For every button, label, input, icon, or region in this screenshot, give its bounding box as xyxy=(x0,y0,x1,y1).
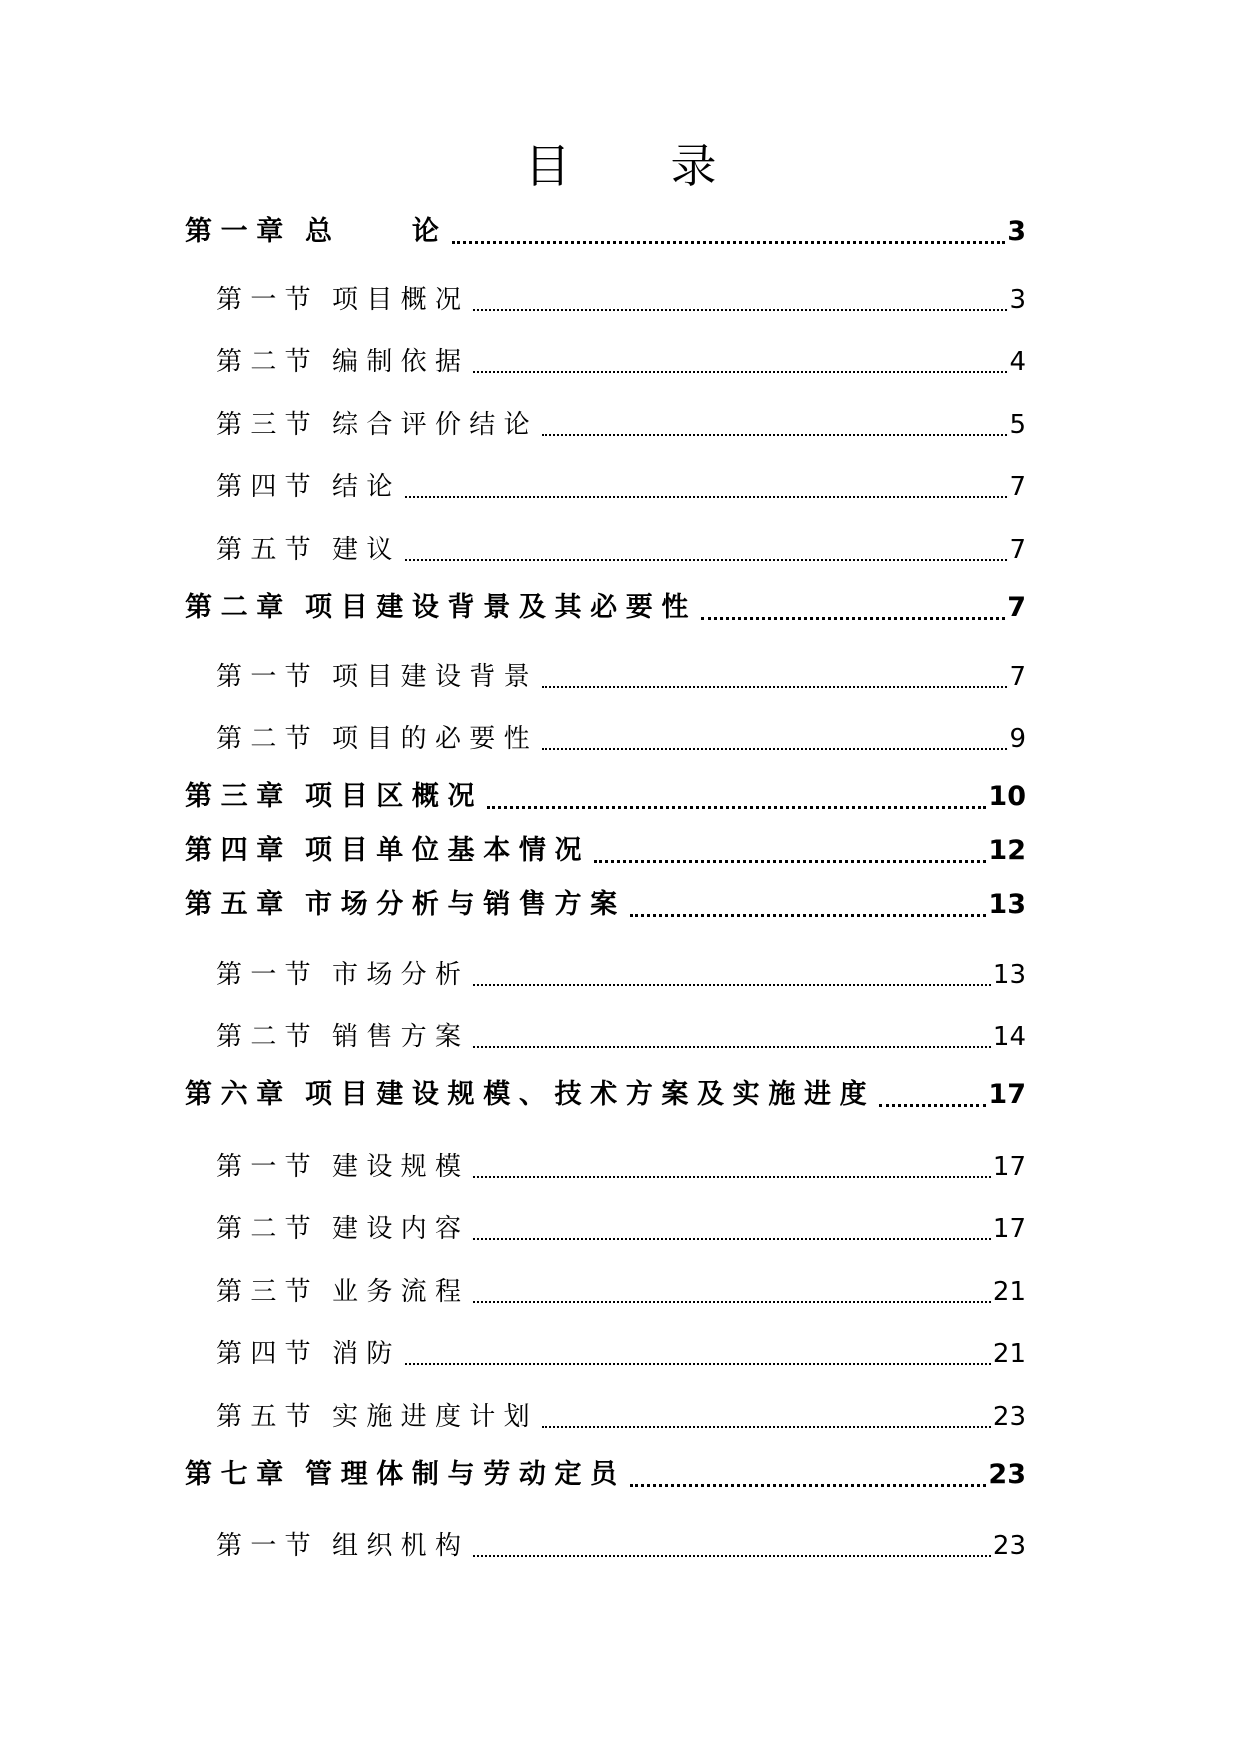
toc-entry-number: 第七章 xyxy=(185,1459,292,1490)
toc-entry-page: 13 xyxy=(992,960,1026,990)
toc-leader-dots xyxy=(594,856,986,863)
toc-leader-dots xyxy=(701,613,1005,620)
toc-entry-title: 建设规模 xyxy=(332,1152,470,1182)
toc-leader-dots xyxy=(630,1480,987,1487)
toc-entry-number: 第三节 xyxy=(216,1277,319,1307)
toc-entry-number: 第二节 xyxy=(216,724,319,754)
toc-entry-number: 第一节 xyxy=(216,1152,319,1182)
toc-leader-dots xyxy=(542,1422,991,1428)
toc-entry-page: 14 xyxy=(992,1022,1026,1052)
toc-entry-page: 7 xyxy=(1009,472,1026,502)
toc-entry-chapter[interactable] xyxy=(185,777,1026,817)
toc-entry-title: 消防 xyxy=(332,1339,401,1369)
toc-title xyxy=(0,136,1241,196)
toc-entry-number: 第二节 xyxy=(216,1214,319,1244)
toc-entry-title: 实施进度计划 xyxy=(332,1402,538,1432)
toc-entry-number: 第二节 xyxy=(216,347,319,377)
toc-leader-dots xyxy=(487,802,986,809)
toc-leader-dots xyxy=(542,430,1008,436)
toc-entry-number: 第四节 xyxy=(216,1339,319,1369)
toc-entry-section[interactable] xyxy=(216,1209,1026,1249)
toc-entry-title: 市场分析与销售方案 xyxy=(305,889,626,920)
toc-entry-chapter[interactable] xyxy=(185,885,1026,925)
toc-entry-number: 第四节 xyxy=(216,472,319,502)
toc-entry-title: 总 论 xyxy=(305,216,448,247)
toc-entry-section[interactable] xyxy=(216,1147,1026,1187)
toc-entry-section[interactable] xyxy=(216,1272,1026,1312)
toc-leader-dots xyxy=(405,492,1008,498)
toc-entry-title: 项目概况 xyxy=(332,285,470,315)
toc-entry-page: 23 xyxy=(988,1459,1026,1490)
toc-entry-page: 7 xyxy=(1007,592,1026,623)
toc-leader-dots xyxy=(473,367,1007,373)
toc-entry-title: 结论 xyxy=(332,472,401,502)
toc-entry-page: 7 xyxy=(1009,535,1026,565)
toc-leader-dots xyxy=(879,1100,986,1107)
toc-entry-section[interactable] xyxy=(216,657,1026,697)
toc-entry-page: 17 xyxy=(992,1152,1026,1182)
toc-entry-title: 业务流程 xyxy=(332,1277,470,1307)
toc-entry-page: 5 xyxy=(1009,410,1026,440)
toc-entry-page: 4 xyxy=(1009,347,1026,377)
toc-entry-section[interactable] xyxy=(216,405,1026,445)
toc-leader-dots xyxy=(405,1359,991,1365)
toc-entry-page: 10 xyxy=(988,781,1026,812)
toc-entry-chapter[interactable] xyxy=(185,588,1026,628)
toc-entry-title: 项目的必要性 xyxy=(332,724,538,754)
toc-entry-number: 第四章 xyxy=(185,835,292,866)
toc-entry-chapter[interactable] xyxy=(185,212,1026,252)
toc-entry-title: 编制依据 xyxy=(332,347,470,377)
toc-title-char-2: 录 xyxy=(670,139,717,193)
toc-entry-number: 第三节 xyxy=(216,410,319,440)
toc-leader-dots xyxy=(473,1172,991,1178)
toc-entry-section[interactable] xyxy=(216,1017,1026,1057)
toc-leader-dots xyxy=(405,555,1008,561)
toc-entry-title: 项目单位基本情况 xyxy=(305,835,591,866)
toc-entry-title: 项目区概况 xyxy=(305,781,484,812)
toc-entry-number: 第一节 xyxy=(216,662,319,692)
toc-leader-dots xyxy=(452,237,1006,244)
toc-entry-title: 综合评价结论 xyxy=(332,410,538,440)
toc-entry-number: 第一节 xyxy=(216,960,319,990)
toc-entry-chapter[interactable] xyxy=(185,1075,1026,1115)
toc-entry-section[interactable] xyxy=(216,530,1026,570)
toc-leader-dots xyxy=(630,910,987,917)
toc-entry-chapter[interactable] xyxy=(185,831,1026,871)
toc-entry-page: 21 xyxy=(992,1277,1026,1307)
toc-entry-number: 第二节 xyxy=(216,1022,319,1052)
toc-entry-title: 管理体制与劳动定员 xyxy=(305,1459,626,1490)
toc-leader-dots xyxy=(473,1297,991,1303)
toc-leader-dots xyxy=(542,744,1008,750)
toc-entry-number: 第一节 xyxy=(216,1531,319,1561)
toc-entry-section[interactable] xyxy=(216,1397,1026,1437)
toc-entry-title: 建议 xyxy=(332,535,401,565)
toc-entry-page: 3 xyxy=(1007,216,1026,247)
toc-entry-section[interactable] xyxy=(216,955,1026,995)
toc-entry-number: 第五节 xyxy=(216,535,319,565)
toc-entry-title: 组织机构 xyxy=(332,1531,470,1561)
toc-entry-section[interactable] xyxy=(216,280,1026,320)
toc-entry-number: 第五章 xyxy=(185,889,292,920)
toc-leader-dots xyxy=(542,682,1008,688)
toc-entry-section[interactable] xyxy=(216,342,1026,382)
toc-leader-dots xyxy=(473,305,1007,311)
toc-leader-dots xyxy=(473,1551,991,1557)
toc-entry-number: 第一章 xyxy=(185,216,292,247)
toc-entry-section[interactable] xyxy=(216,467,1026,507)
toc-entry-page: 13 xyxy=(988,889,1026,920)
toc-entry-number: 第三章 xyxy=(185,781,292,812)
toc-entry-page: 7 xyxy=(1009,662,1026,692)
toc-entry-title: 市场分析 xyxy=(332,960,470,990)
toc-entry-page: 17 xyxy=(988,1079,1026,1110)
toc-entry-page: 23 xyxy=(992,1402,1026,1432)
toc-entry-page: 3 xyxy=(1009,285,1026,315)
toc-entry-page: 17 xyxy=(992,1214,1026,1244)
toc-entry-number: 第二章 xyxy=(185,592,292,623)
toc-entry-section[interactable] xyxy=(216,719,1026,759)
toc-entry-page: 9 xyxy=(1009,724,1026,754)
toc-entry-title: 项目建设背景 xyxy=(332,662,538,692)
toc-leader-dots xyxy=(473,1042,991,1048)
toc-entry-chapter[interactable] xyxy=(185,1455,1026,1495)
toc-title-char-1: 目 xyxy=(524,139,571,193)
toc-entry-page: 12 xyxy=(988,835,1026,866)
toc-entry-section[interactable] xyxy=(216,1334,1026,1374)
toc-entry-title: 项目建设规模、技术方案及实施进度 xyxy=(305,1079,876,1110)
toc-entry-page: 23 xyxy=(992,1531,1026,1561)
toc-entry-section[interactable] xyxy=(216,1526,1026,1566)
toc-entry-title: 建设内容 xyxy=(332,1214,470,1244)
toc-entry-number: 第五节 xyxy=(216,1402,319,1432)
toc-leader-dots xyxy=(473,1234,991,1240)
toc-entry-number: 第一节 xyxy=(216,285,319,315)
toc-leader-dots xyxy=(473,980,991,986)
toc-entry-title: 销售方案 xyxy=(332,1022,470,1052)
toc-entry-title: 项目建设背景及其必要性 xyxy=(305,592,698,623)
toc-entry-number: 第六章 xyxy=(185,1079,292,1110)
toc-entry-page: 21 xyxy=(992,1339,1026,1369)
